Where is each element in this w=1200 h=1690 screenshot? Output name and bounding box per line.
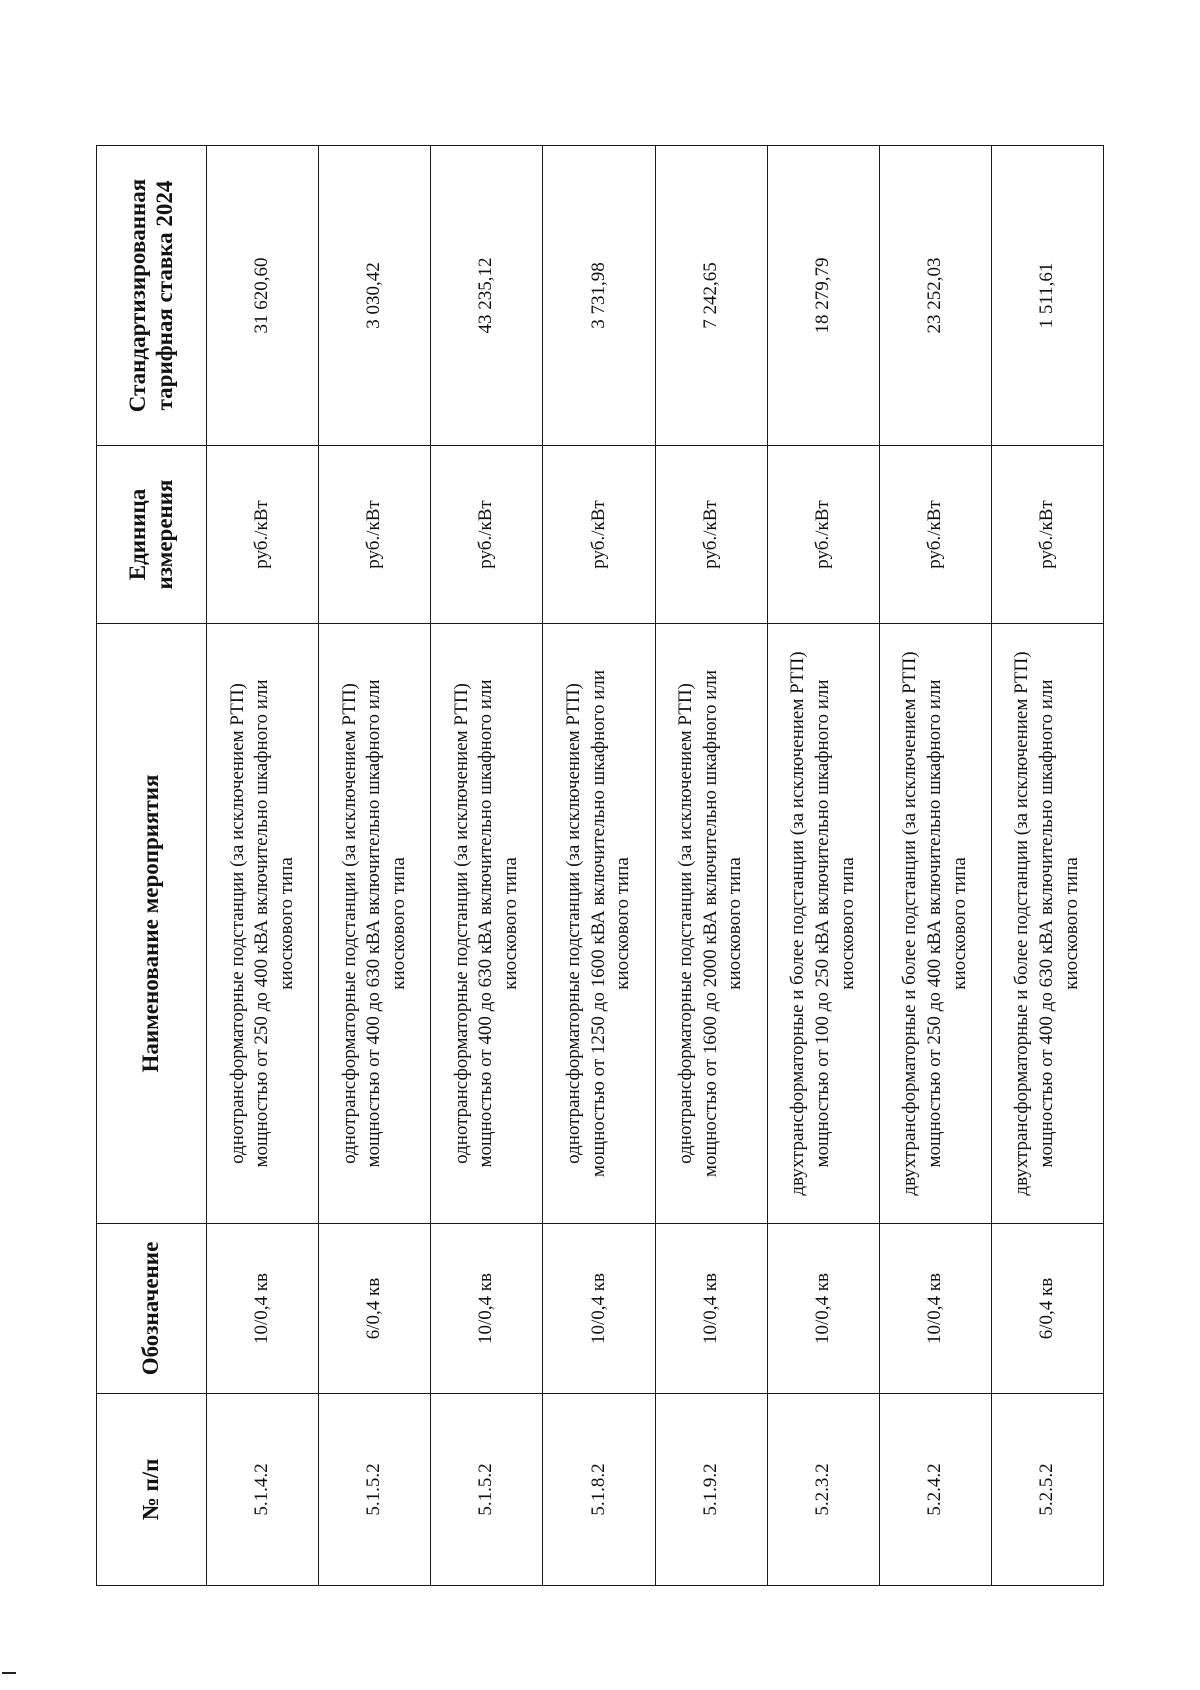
header-designation: Обозначение	[97, 1224, 207, 1394]
cell-rate: 1 511,61	[991, 146, 1103, 446]
cell-designation: 10/0,4 кв	[655, 1224, 767, 1394]
cell-unit: руб./кВт	[319, 446, 431, 624]
rotated-table-area	[96, 146, 1104, 1586]
table-header	[97, 146, 207, 1586]
cell-unit: руб./кВт	[543, 446, 655, 624]
table-rotation-wrapper	[96, 146, 1104, 1586]
cell-unit: руб./кВт	[655, 446, 767, 624]
cell-num: 5.1.5.2	[431, 1394, 543, 1586]
cell-unit: руб./кВт	[991, 446, 1103, 624]
table-row	[879, 146, 991, 1586]
cell-name: однотрансформаторные подстанции (за исключением РТП) мощностью от 400 до 630 кВА включительно шкафного или киоскового типа	[319, 624, 431, 1224]
cell-designation: 6/0,4 кв	[991, 1224, 1103, 1394]
cell-num: 5.1.8.2	[543, 1394, 655, 1586]
cell-rate: 31 620,60	[207, 146, 319, 446]
cell-num: 5.1.5.2	[319, 1394, 431, 1586]
cell-name: двухтрансформаторные и более подстанции (за исключением РТП) мощностью от 100 до 250 кВА включительно шкафного или киоскового типа	[767, 624, 879, 1224]
cell-designation: 6/0,4 кв	[319, 1224, 431, 1394]
header-rate: Стандартизированная тарифная ставка 2024	[97, 146, 207, 446]
cell-num: 5.1.4.2	[207, 1394, 319, 1586]
table-body	[207, 146, 1104, 1586]
cell-num: 5.2.5.2	[991, 1394, 1103, 1586]
scan-edge-mark	[2, 1672, 16, 1674]
cell-rate: 3 030,42	[319, 146, 431, 446]
cell-designation: 10/0,4 кв	[767, 1224, 879, 1394]
header-unit: Единица измерения	[97, 446, 207, 624]
cell-designation: 10/0,4 кв	[879, 1224, 991, 1394]
cell-rate: 7 242,65	[655, 146, 767, 446]
cell-rate: 43 235,12	[431, 146, 543, 446]
cell-name: однотрансформаторные подстанции (за исключением РТП) мощностью от 1600 до 2000 кВА включительно шкафного или киоскового типа	[655, 624, 767, 1224]
cell-unit: руб./кВт	[207, 446, 319, 624]
table-row	[543, 146, 655, 1586]
table-row	[207, 146, 319, 1586]
table-row	[767, 146, 879, 1586]
header-name: Наименование мероприятия	[97, 624, 207, 1224]
cell-rate: 18 279,79	[767, 146, 879, 446]
tariff-rates-table	[96, 145, 1104, 1586]
cell-name: двухтрансформаторные и более подстанции (за исключением РТП) мощностью от 400 до 630 кВА включительно шкафного или киоскового типа	[991, 624, 1103, 1224]
cell-num: 5.1.9.2	[655, 1394, 767, 1586]
table-row	[655, 146, 767, 1586]
table-row	[991, 146, 1103, 1586]
cell-designation: 10/0,4 кв	[207, 1224, 319, 1394]
header-row	[97, 146, 207, 1586]
cell-name: двухтрансформаторные и более подстанции (за исключением РТП) мощностью от 250 до 400 кВА включительно шкафного или киоскового типа	[879, 624, 991, 1224]
table-row	[431, 146, 543, 1586]
cell-name: однотрансформаторные подстанции (за исключением РТП) мощностью от 400 до 630 кВА включительно шкафного или киоскового типа	[431, 624, 543, 1224]
header-num: № п/п	[97, 1394, 207, 1586]
cell-num: 5.2.4.2	[879, 1394, 991, 1586]
cell-name: однотрансформаторные подстанции (за исключением РТП) мощностью от 250 до 400 кВА включительно шкафного или киоскового типа	[207, 624, 319, 1224]
cell-designation: 10/0,4 кв	[431, 1224, 543, 1394]
table-row	[319, 146, 431, 1586]
cell-unit: руб./кВт	[431, 446, 543, 624]
cell-unit: руб./кВт	[767, 446, 879, 624]
cell-rate: 3 731,98	[543, 146, 655, 446]
cell-name: однотрансформаторные подстанции (за исключением РТП) мощностью от 1250 до 1600 кВА включительно шкафного или киоскового типа	[543, 624, 655, 1224]
cell-num: 5.2.3.2	[767, 1394, 879, 1586]
cell-designation: 10/0,4 кв	[543, 1224, 655, 1394]
cell-rate: 23 252,03	[879, 146, 991, 446]
cell-unit: руб./кВт	[879, 446, 991, 624]
